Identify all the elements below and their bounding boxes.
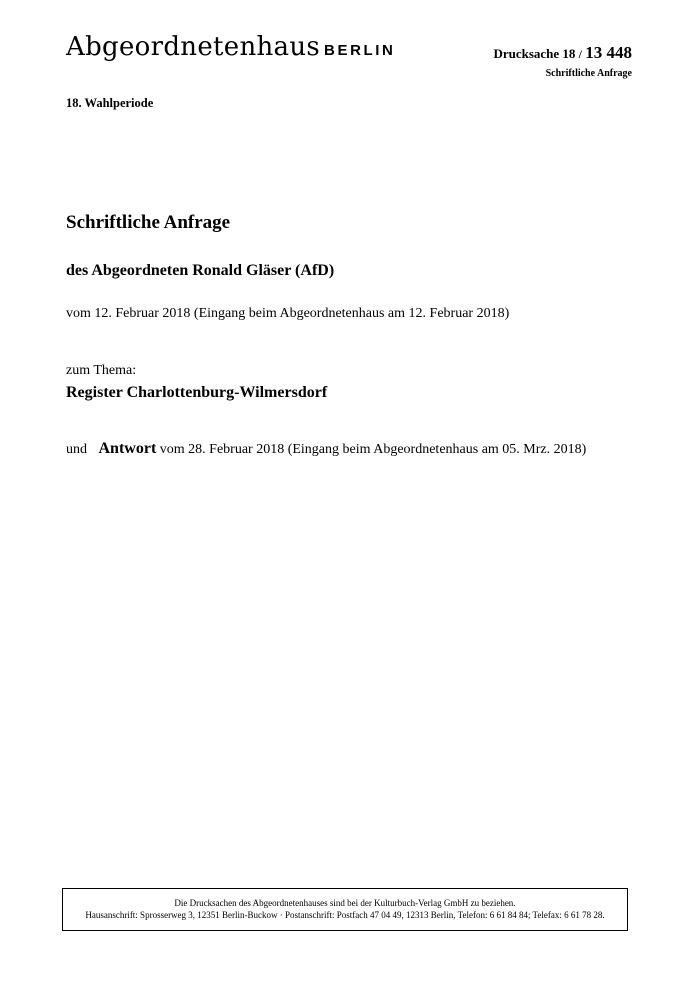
- answer-date: vom 28. Februar 2018 (Eingang beim Abgeordnetenhaus am 05. Mrz. 2018): [159, 442, 587, 457]
- answer-und: und: [66, 442, 87, 457]
- topic: Register Charlottenburg-Wilmersdorf: [66, 384, 328, 401]
- logo-city-text: BERLIN: [324, 42, 396, 59]
- legislative-period: 18. Wahlperiode: [66, 96, 154, 110]
- answer-label: Antwort: [98, 440, 157, 457]
- document-number-slash: /: [578, 47, 582, 61]
- topic-label: zum Thema:: [66, 363, 137, 378]
- date-line: vom 12. Februar 2018 (Eingang beim Abgeordnetenhaus am 12. Februar 2018): [66, 306, 510, 321]
- answer-line: [66, 440, 586, 458]
- document-number: [493, 43, 632, 63]
- logo: [66, 34, 395, 60]
- footer-line-2: Hausanschrift: Sprosserweg 3, 12351 Berlin-Buckow · Postanschrift: Postfach 47 04 49, 12313 Berlin, Telefon: 6 61 84 84; Telefax: 6 61 78 28.: [85, 910, 605, 920]
- author-line: des Abgeordneten Ronald Gläser (AfD): [66, 262, 335, 279]
- footer-line-1: Die Drucksachen des Abgeordnetenhauses sind bei der Kulturbuch-Verlag GmbH zu beziehen.: [174, 898, 516, 908]
- document-number-value: 13 448: [585, 43, 632, 62]
- logo-main-text: Abgeordnetenhaus: [66, 32, 321, 62]
- document-type: Schriftliche Anfrage: [545, 68, 632, 79]
- publisher-footer: [62, 888, 628, 931]
- document-number-prefix: Drucksache 18: [493, 46, 576, 61]
- document-title: Schriftliche Anfrage: [66, 212, 231, 233]
